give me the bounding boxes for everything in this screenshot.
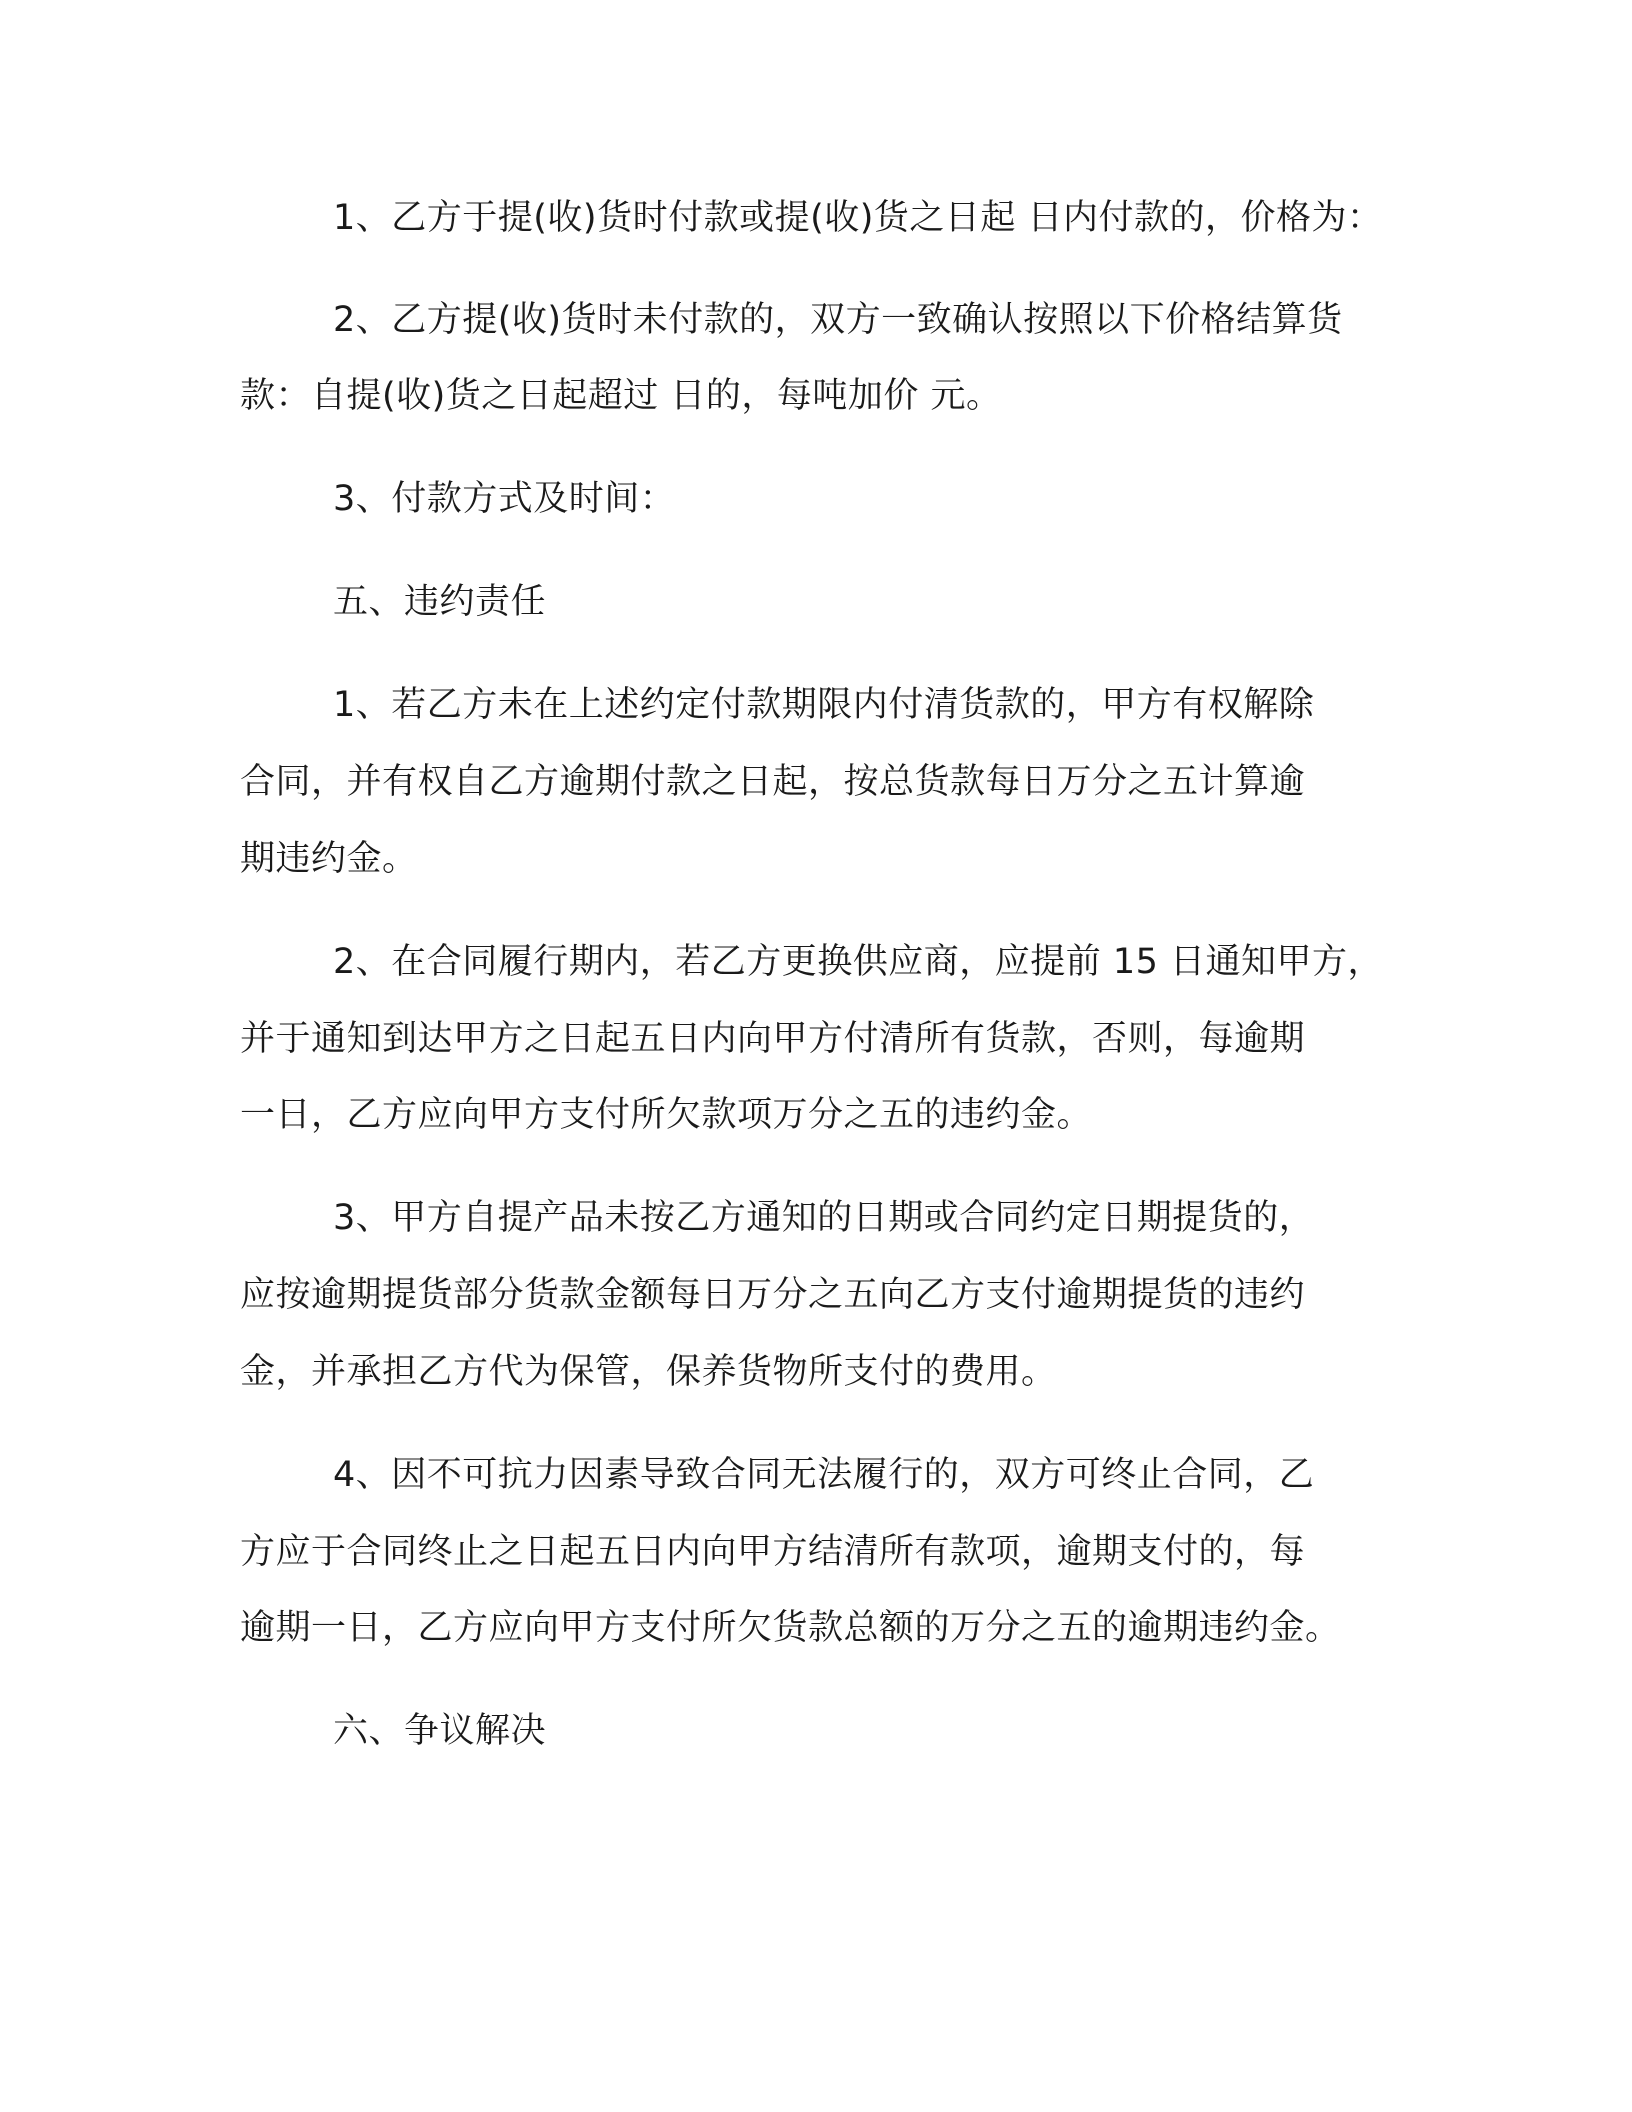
paragraph-breach-3-line-2: 应按逾期提货部分货款金额每日万分之五向乙方支付逾期提货的违约 [240,1275,1306,1315]
section-heading-dispute: 六、争议解决 [333,1711,547,1751]
paragraph-payment-method: 3、付款方式及时间： [333,479,676,519]
paragraph-unpaid-line-1: 2、乙方提(收)货时未付款的，双方一致确认按照以下价格结算货 [333,300,1343,340]
paragraph-breach-4-line-2: 方应于合同终止之日起五日内向甲方结清所有款项，逾期支付的，每 [240,1532,1306,1572]
paragraph-breach-3-line-3: 金，并承担乙方代为保管，保养货物所支付的费用。 [240,1352,1057,1392]
paragraph-unpaid-line-2: 款：自提(收)货之日起超过 日的，每吨加价 元。 [240,376,1002,416]
paragraph-breach-1-line-2: 合同，并有权自乙方逾期付款之日起，按总货款每日万分之五计算逾 [240,762,1306,802]
paragraph-breach-1-line-3: 期违约金。 [240,839,418,879]
paragraph-breach-3-line-1: 3、甲方自提产品未按乙方通知的日期或合同约定日期提货的， [333,1198,1315,1238]
paragraph-breach-2-line-3: 一日，乙方应向甲方支付所欠款项万分之五的违约金。 [240,1095,1093,1135]
section-heading-breach: 五、违约责任 [333,582,547,622]
paragraph-breach-2-line-2: 并于通知到达甲方之日起五日内向甲方付清所有货款，否则，每逾期 [240,1019,1306,1059]
paragraph-breach-2-line-1: 2、在合同履行期内，若乙方更换供应商，应提前 15 日通知甲方， [333,942,1384,982]
paragraph-breach-4-line-1: 4、因不可抗力因素导致合同无法履行的，双方可终止合同，乙 [333,1455,1315,1495]
paragraph-breach-1-line-1: 1、若乙方未在上述约定付款期限内付清货款的，甲方有权解除 [333,685,1315,725]
paragraph-price-line-1: 1、乙方于提(收)货时付款或提(收)货之日起 日内付款的，价格为： [333,198,1383,238]
paragraph-breach-4-line-3: 逾期一日，乙方应向甲方支付所欠货款总额的万分之五的逾期违约金。 [240,1608,1341,1648]
